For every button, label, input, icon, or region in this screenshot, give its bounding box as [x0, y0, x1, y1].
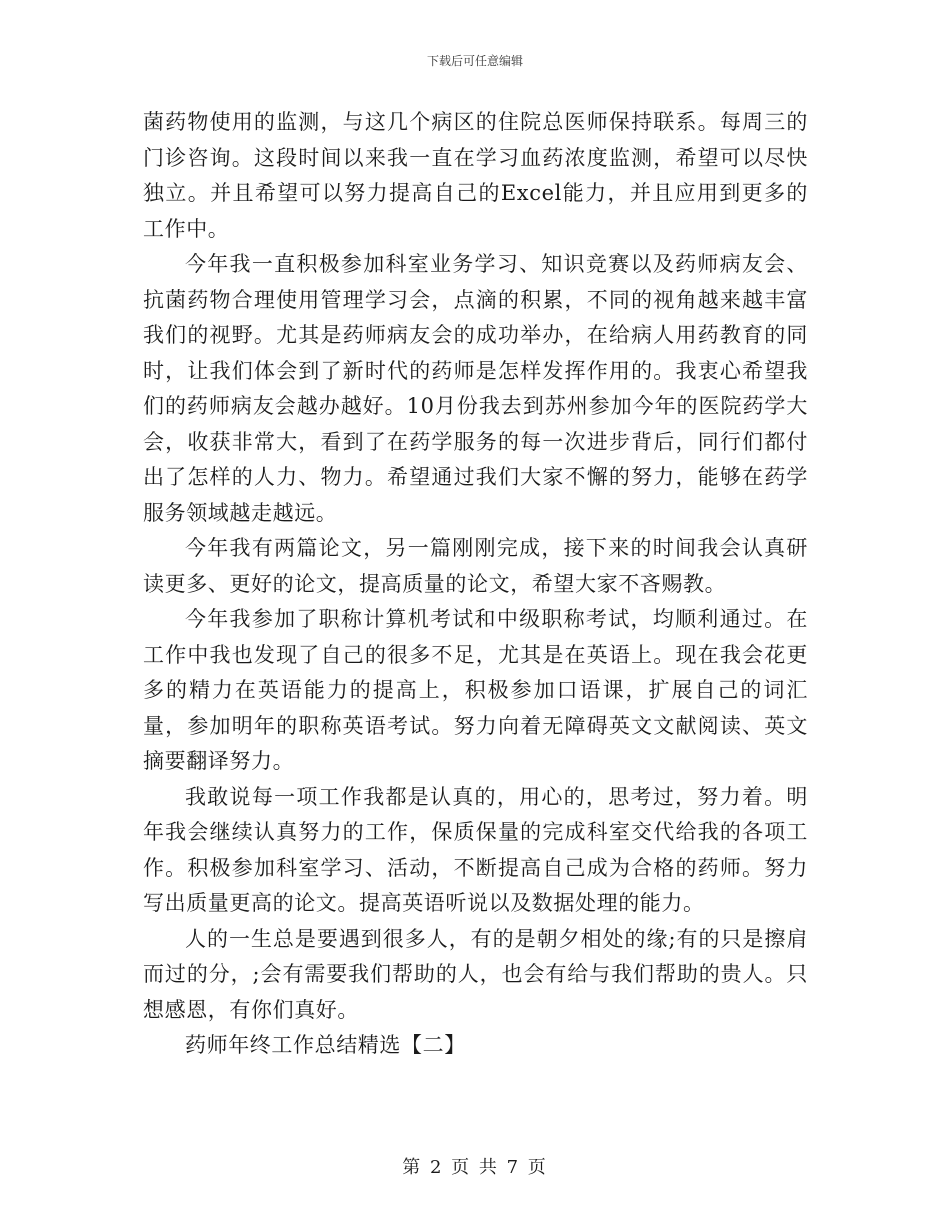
paragraph-2: 今年我一直积极参加科室业务学习、知识竞赛以及药师病友会、抗菌药物合理使用管理学习会，点滴的积累，不同的视角越来越丰富我们的视野。尤其是药师病友会的成功举办，在给病人用药教育的同时，让我们体会到了新时代的药师是怎样发挥作用的。我衷心希望我们的药师病友会越办越好。10月份我去到苏州参加今年的医院药学大会，收获非常大，看到了在药学服务的每一次进步背后，同行们都付出了怎样的人力、物力。希望通过我们大家不懈的努力，能够在药学服务领域越走越远。	[143, 252, 808, 525]
page-number: 第 2 页 共 7 页	[402, 1157, 548, 1178]
paragraph-3: 今年我有两篇论文，另一篇刚刚完成，接下来的时间我会认真研读更多、更好的论文，提高质量的论文，希望大家不吝赐教。	[143, 536, 808, 596]
header-note: 下载后可任意编辑	[426, 54, 523, 68]
paragraph-1: 菌药物使用的监测，与这几个病区的住院总医师保持联系。每周三的门诊咨询。这段时间以来我一直在学习血药浓度监测，希望可以尽快独立。并且希望可以努力提高自己的Excel能力，并且应用到更多的工作中。	[143, 110, 808, 241]
body-text	[143, 105, 808, 1064]
paragraph-6: 人的一生总是要遇到很多人，有的是朝夕相处的缘;有的只是擦肩而过的分，;会有需要我们帮助的人，也会有给与我们帮助的贵人。只想感恩，有你们真好。	[143, 926, 808, 1022]
section-heading: 药师年终工作总结精选【二】	[185, 1033, 466, 1057]
paragraph-4: 今年我参加了职称计算机考试和中级职称考试，均顺利通过。在工作中我也发现了自己的很多不足，尤其是在英语上。现在我会花更多的精力在英语能力的提高上，积极参加口语课，扩展自己的词汇量，参加明年的职称英语考试。努力向着无障碍英文文献阅读、英文摘要翻译努力。	[143, 607, 808, 773]
paragraph-5: 我敢说每一项工作我都是认真的，用心的，思考过，努力着。明年我会继续认真努力的工作，保质保量的完成科室交代给我的各项工作。积极参加科室学习、活动，不断提高自己成为合格的药师。努力写出质量更高的论文。提高英语听说以及数据处理的能力。	[143, 784, 808, 915]
